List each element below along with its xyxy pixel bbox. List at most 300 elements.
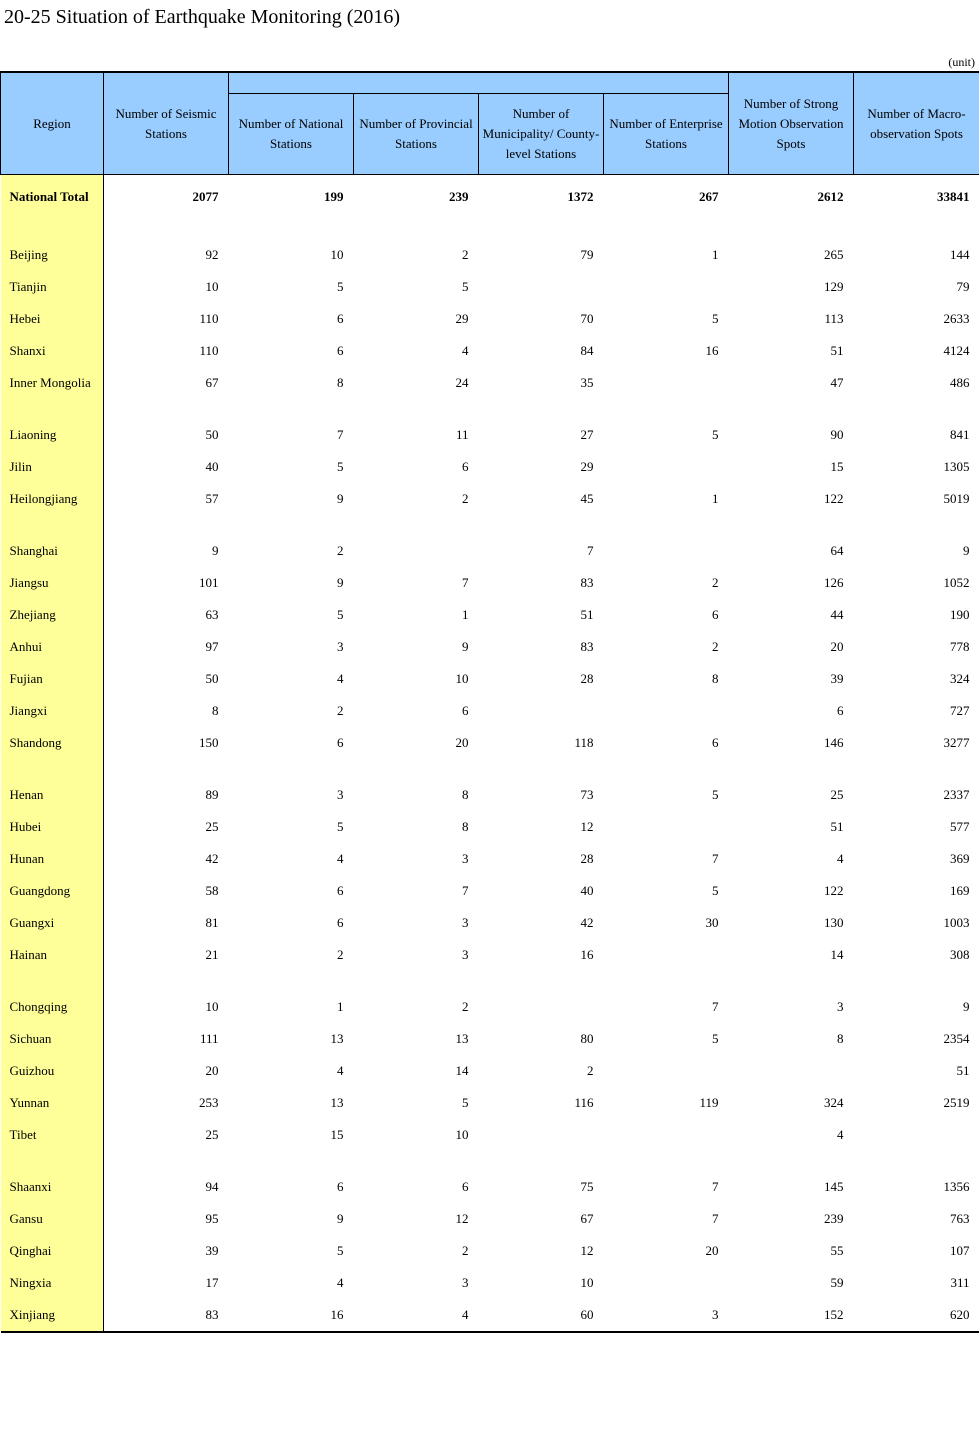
spacer-cell	[229, 759, 354, 779]
row-region: Jilin	[1, 451, 104, 483]
table-row	[1, 1267, 979, 1299]
cell-value: 1	[337, 999, 344, 1014]
header-municipal-stations: Number of Municipality/ County-level Stations	[479, 94, 604, 175]
cell-value: 4	[837, 851, 844, 866]
spacer-cell	[729, 971, 854, 991]
table-row	[1, 1235, 979, 1267]
cell-value: 144	[950, 247, 970, 262]
cell-value	[604, 367, 729, 399]
cell-value: 4	[337, 1063, 344, 1078]
cell-value: 90	[830, 427, 844, 442]
cell-value: 84	[580, 343, 594, 358]
cell-value	[479, 1119, 604, 1151]
cell-value: 239	[449, 189, 469, 204]
cell-value: 6	[837, 703, 844, 718]
cell-value: 44	[830, 607, 844, 622]
spacer-cell	[604, 219, 729, 239]
cell-value: 9	[963, 999, 970, 1014]
spacer-cell	[479, 1151, 604, 1171]
table-row	[1, 727, 979, 759]
cell-value: 5	[337, 1243, 344, 1258]
cell-value: 6	[462, 459, 469, 474]
cell-value: 10	[205, 999, 219, 1014]
cell-value: 21	[205, 947, 219, 962]
cell-value: 8	[837, 1031, 844, 1046]
cell-value: 4	[337, 851, 344, 866]
cell-value: 7	[712, 999, 719, 1014]
cell-value: 150	[199, 735, 219, 750]
cell-value: 17	[205, 1275, 219, 1290]
cell-value: 12	[455, 1211, 469, 1226]
cell-value: 16	[229, 1299, 354, 1332]
table-row	[1, 1171, 979, 1203]
cell-value: 7	[712, 1179, 719, 1194]
spacer-cell	[104, 1151, 229, 1171]
spacer-cell	[479, 399, 604, 419]
row-region: Guizhou	[1, 1055, 104, 1087]
cell-value: 8	[712, 671, 719, 686]
row-region: Henan	[1, 779, 104, 811]
row-region: Inner Mongolia	[1, 367, 104, 399]
cell-value: 5	[337, 459, 344, 474]
cell-value: 5	[712, 1031, 719, 1046]
cell-value: 5	[712, 883, 719, 898]
table-row	[1, 811, 979, 843]
spacer-cell	[354, 219, 479, 239]
cell-value: 7	[462, 575, 469, 590]
header-macro-observation-spots: Number of Macro- observation Spots	[854, 72, 979, 175]
cell-value: 8	[212, 703, 219, 718]
spacer-cell	[1, 219, 104, 239]
cell-value: 14	[830, 947, 844, 962]
cell-value: 95	[205, 1211, 219, 1226]
cell-value: 2633	[943, 311, 970, 326]
cell-value	[604, 451, 729, 483]
cell-value: 1372	[567, 189, 594, 204]
cell-value: 6	[337, 735, 344, 750]
cell-value: 10	[455, 1127, 469, 1142]
row-region: Shandong	[1, 727, 104, 759]
header-enterprise-stations: Number of Enterprise Stations	[604, 94, 729, 175]
cell-value: 199	[324, 189, 344, 204]
cell-value: 110	[199, 343, 219, 358]
group-spacer	[1, 399, 979, 419]
cell-value: 25	[205, 819, 219, 834]
cell-value: 94	[205, 1179, 219, 1194]
row-region: Beijing	[1, 239, 104, 271]
cell-value: 2354	[943, 1031, 970, 1046]
table-row	[1, 1023, 979, 1055]
spacer-cell	[104, 971, 229, 991]
cell-value: 7	[587, 543, 594, 558]
cell-value: 20	[205, 1063, 219, 1078]
spacer-cell	[604, 1151, 729, 1171]
cell-value: 10	[330, 247, 344, 262]
cell-value: 4	[462, 343, 469, 358]
cell-value: 169	[950, 883, 970, 898]
cell-value: 79	[956, 279, 970, 294]
table-row	[1, 939, 979, 971]
cell-value: 73	[580, 787, 594, 802]
spacer-cell	[729, 219, 854, 239]
spacer-cell	[479, 219, 604, 239]
cell-value: 6	[712, 735, 719, 750]
table-row	[1, 239, 979, 271]
cell-value: 8	[462, 787, 469, 802]
row-region: Hubei	[1, 811, 104, 843]
spacer-cell	[854, 515, 979, 535]
cell-value: 324	[824, 1095, 844, 1110]
group-spacer	[1, 515, 979, 535]
spacer-cell	[604, 971, 729, 991]
spacer-cell	[354, 971, 479, 991]
table-row	[1, 335, 979, 367]
row-region: Xinjiang	[1, 1299, 104, 1332]
cell-value: 7	[337, 427, 344, 442]
cell-value: 6	[462, 1179, 469, 1194]
cell-value: 6	[337, 343, 344, 358]
cell-value: 59	[830, 1275, 844, 1290]
row-region: Sichuan	[1, 1023, 104, 1055]
cell-value: 2519	[943, 1095, 970, 1110]
cell-value: 57	[205, 491, 219, 506]
cell-value: 28	[580, 671, 594, 686]
cell-value: 8	[462, 819, 469, 834]
cell-value: 146	[824, 735, 844, 750]
table-row	[1, 991, 979, 1023]
cell-value	[604, 1119, 729, 1151]
cell-value: 107	[950, 1243, 970, 1258]
cell-value: 3	[837, 999, 844, 1014]
table-row	[1, 843, 979, 875]
cell-value: 2077	[192, 189, 219, 204]
cell-value: 51	[830, 343, 844, 358]
row-region: Gansu	[1, 1203, 104, 1235]
cell-value: 122	[824, 883, 844, 898]
cell-value: 5	[337, 607, 344, 622]
cell-value: 9	[337, 1211, 344, 1226]
group-spacer	[1, 759, 979, 779]
table-row	[1, 367, 979, 399]
cell-value: 3277	[943, 735, 970, 750]
row-region: Guangdong	[1, 875, 104, 907]
table-row	[1, 1055, 979, 1087]
cell-value: 83	[104, 1299, 229, 1332]
cell-value: 2612	[817, 189, 844, 204]
cell-value: 253	[199, 1095, 219, 1110]
cell-value: 83	[580, 575, 594, 590]
spacer-cell	[854, 219, 979, 239]
cell-value: 3	[462, 947, 469, 962]
cell-value: 763	[950, 1211, 970, 1226]
cell-value: 60	[479, 1299, 604, 1332]
cell-value: 1305	[943, 459, 970, 474]
cell-value: 89	[205, 787, 219, 802]
table-row	[1, 599, 979, 631]
row-region: Tibet	[1, 1119, 104, 1151]
cell-value	[854, 1119, 979, 1151]
cell-value: 778	[950, 639, 970, 654]
cell-value: 5	[712, 311, 719, 326]
cell-value: 11	[455, 427, 469, 442]
table-row	[1, 567, 979, 599]
table-header	[1, 72, 979, 175]
cell-value: 2337	[943, 787, 970, 802]
header-provincial-stations: Number of Provincial Stations	[354, 94, 479, 175]
spacer-cell	[729, 399, 854, 419]
table-row	[1, 1087, 979, 1119]
spacer-cell	[729, 515, 854, 535]
cell-value: 239	[824, 1211, 844, 1226]
cell-value: 25	[830, 787, 844, 802]
cell-value: 116	[574, 1095, 594, 1110]
cell-value: 2	[712, 639, 719, 654]
cell-value: 51	[580, 607, 594, 622]
table-row-national-total	[1, 175, 979, 220]
cell-value: 75	[580, 1179, 594, 1194]
cell-value	[479, 695, 604, 727]
cell-value: 20	[455, 735, 469, 750]
row-region: Liaoning	[1, 419, 104, 451]
cell-value: 110	[199, 311, 219, 326]
table-row	[1, 535, 979, 567]
spacer-cell	[1, 759, 104, 779]
cell-value: 14	[455, 1063, 469, 1078]
cell-value: 83	[580, 639, 594, 654]
cell-value: 152	[729, 1299, 854, 1332]
row-region: Shaanxi	[1, 1171, 104, 1203]
cell-value: 20	[705, 1243, 719, 1258]
cell-value: 29	[580, 459, 594, 474]
spacer-cell	[229, 219, 354, 239]
spacer-cell	[854, 399, 979, 419]
cell-value: 2	[337, 543, 344, 558]
cell-value: 4124	[943, 343, 970, 358]
cell-value: 5	[712, 427, 719, 442]
cell-value: 620	[854, 1299, 979, 1332]
cell-value	[604, 1267, 729, 1299]
row-region: Hebei	[1, 303, 104, 335]
cell-value: 30	[705, 915, 719, 930]
spacer-cell	[104, 515, 229, 535]
spacer-cell	[604, 399, 729, 419]
cell-value: 4	[337, 671, 344, 686]
cell-value: 5	[462, 1095, 469, 1110]
cell-value: 24	[455, 375, 469, 390]
spacer-cell	[104, 759, 229, 779]
page-title: 20-25 Situation of Earthquake Monitoring (2016)	[4, 6, 401, 28]
cell-value: 577	[950, 819, 970, 834]
spacer-cell	[729, 759, 854, 779]
cell-value: 92	[205, 247, 219, 262]
cell-value: 12	[580, 1243, 594, 1258]
cell-value: 3	[462, 915, 469, 930]
cell-value: 1	[712, 491, 719, 506]
spacer-cell	[1, 1151, 104, 1171]
spacer-cell	[729, 1151, 854, 1171]
spacer-cell	[104, 399, 229, 419]
cell-value: 5	[337, 819, 344, 834]
cell-value: 5019	[943, 491, 970, 506]
table-row	[1, 779, 979, 811]
cell-value: 267	[699, 189, 719, 204]
cell-value: 6	[712, 607, 719, 622]
cell-value: 50	[205, 671, 219, 686]
cell-value: 3	[604, 1299, 729, 1332]
table-row	[1, 1119, 979, 1151]
table-row	[1, 695, 979, 727]
cell-value: 9	[963, 543, 970, 558]
row-region: Qinghai	[1, 1235, 104, 1267]
row-region: Heilongjiang	[1, 483, 104, 515]
cell-value: 40	[580, 883, 594, 898]
group-spacer	[1, 219, 979, 239]
spacer-cell	[854, 759, 979, 779]
cell-value: 40	[205, 459, 219, 474]
cell-value: 97	[205, 639, 219, 654]
row-region: Shanxi	[1, 335, 104, 367]
table-row	[1, 631, 979, 663]
cell-value: 70	[580, 311, 594, 326]
cell-value: 5	[462, 279, 469, 294]
row-region: Tianjin	[1, 271, 104, 303]
row-region: Hainan	[1, 939, 104, 971]
cell-value: 6	[337, 311, 344, 326]
row-region: Zhejiang	[1, 599, 104, 631]
table-row	[1, 907, 979, 939]
cell-value: 126	[824, 575, 844, 590]
cell-value: 311	[950, 1275, 970, 1290]
cell-value: 51	[956, 1063, 970, 1078]
cell-value: 39	[830, 671, 844, 686]
header-station-group	[229, 72, 729, 94]
cell-value: 6	[337, 915, 344, 930]
cell-value: 7	[462, 883, 469, 898]
group-spacer	[1, 971, 979, 991]
spacer-cell	[354, 759, 479, 779]
cell-value: 13	[330, 1031, 344, 1046]
table-row	[1, 875, 979, 907]
row-region: Hunan	[1, 843, 104, 875]
cell-value: 2	[462, 491, 469, 506]
cell-value: 9	[212, 543, 219, 558]
cell-value: 122	[824, 491, 844, 506]
cell-value: 42	[205, 851, 219, 866]
cell-value: 1	[462, 607, 469, 622]
cell-value: 12	[580, 819, 594, 834]
cell-value: 324	[950, 671, 970, 686]
spacer-cell	[1, 399, 104, 419]
spacer-cell	[479, 759, 604, 779]
cell-value	[604, 811, 729, 843]
row-region: Chongqing	[1, 991, 104, 1023]
row-region: Ningxia	[1, 1267, 104, 1299]
unit-label: (unit)	[948, 55, 975, 69]
table-body	[1, 175, 979, 1333]
cell-value	[729, 1055, 854, 1087]
row-region: Jiangxi	[1, 695, 104, 727]
cell-value	[604, 535, 729, 567]
cell-value: 15	[830, 459, 844, 474]
cell-value: 113	[824, 311, 844, 326]
spacer-cell	[1, 515, 104, 535]
cell-value: 80	[580, 1031, 594, 1046]
cell-value: 4	[837, 1127, 844, 1142]
cell-value: 111	[199, 1031, 219, 1046]
cell-value	[604, 1055, 729, 1087]
row-region: Shanghai	[1, 535, 104, 567]
cell-value: 42	[580, 915, 594, 930]
cell-value: 118	[574, 735, 594, 750]
spacer-cell	[604, 515, 729, 535]
cell-value	[354, 535, 479, 567]
cell-value: 51	[830, 819, 844, 834]
spacer-cell	[854, 971, 979, 991]
cell-value: 119	[699, 1095, 719, 1110]
cell-value: 4	[354, 1299, 479, 1332]
spacer-cell	[354, 515, 479, 535]
cell-value: 486	[950, 375, 970, 390]
header-seismic-stations: Number of Seismic Stations	[104, 72, 229, 175]
cell-value: 145	[824, 1179, 844, 1194]
cell-value	[479, 991, 604, 1023]
cell-value: 6	[337, 883, 344, 898]
cell-value: 1003	[943, 915, 970, 930]
cell-value: 20	[830, 639, 844, 654]
spacer-cell	[229, 1151, 354, 1171]
cell-value: 130	[824, 915, 844, 930]
cell-value: 129	[824, 279, 844, 294]
cell-value: 10	[455, 671, 469, 686]
cell-value	[604, 695, 729, 727]
cell-value: 13	[455, 1031, 469, 1046]
header-national-stations: Number of National Stations	[229, 94, 354, 175]
row-region: Guangxi	[1, 907, 104, 939]
cell-value: 9	[337, 491, 344, 506]
header-region: Region	[1, 72, 104, 175]
cell-value: 7	[712, 851, 719, 866]
cell-value: 4	[337, 1275, 344, 1290]
cell-value: 2	[462, 999, 469, 1014]
spacer-cell	[854, 1151, 979, 1171]
cell-value: 15	[330, 1127, 344, 1142]
cell-value: 6	[462, 703, 469, 718]
cell-value: 3	[337, 787, 344, 802]
cell-value: 190	[950, 607, 970, 622]
cell-value: 13	[330, 1095, 344, 1110]
cell-value: 841	[950, 427, 970, 442]
cell-value: 3	[337, 639, 344, 654]
cell-value: 16	[705, 343, 719, 358]
cell-value: 265	[824, 247, 844, 262]
header-strong-motion-spots: Number of Strong Motion Observation Spots	[729, 72, 854, 175]
cell-value: 7	[712, 1211, 719, 1226]
spacer-cell	[354, 1151, 479, 1171]
table-row	[1, 271, 979, 303]
cell-value: 9	[462, 639, 469, 654]
spacer-cell	[354, 399, 479, 419]
spacer-cell	[229, 399, 354, 419]
table-row	[1, 1299, 979, 1332]
cell-value: 64	[830, 543, 844, 558]
cell-value: 50	[205, 427, 219, 442]
table-row	[1, 303, 979, 335]
cell-value: 2	[337, 947, 344, 962]
table-row	[1, 1203, 979, 1235]
cell-value: 308	[950, 947, 970, 962]
cell-value: 10	[580, 1275, 594, 1290]
cell-value: 369	[950, 851, 970, 866]
